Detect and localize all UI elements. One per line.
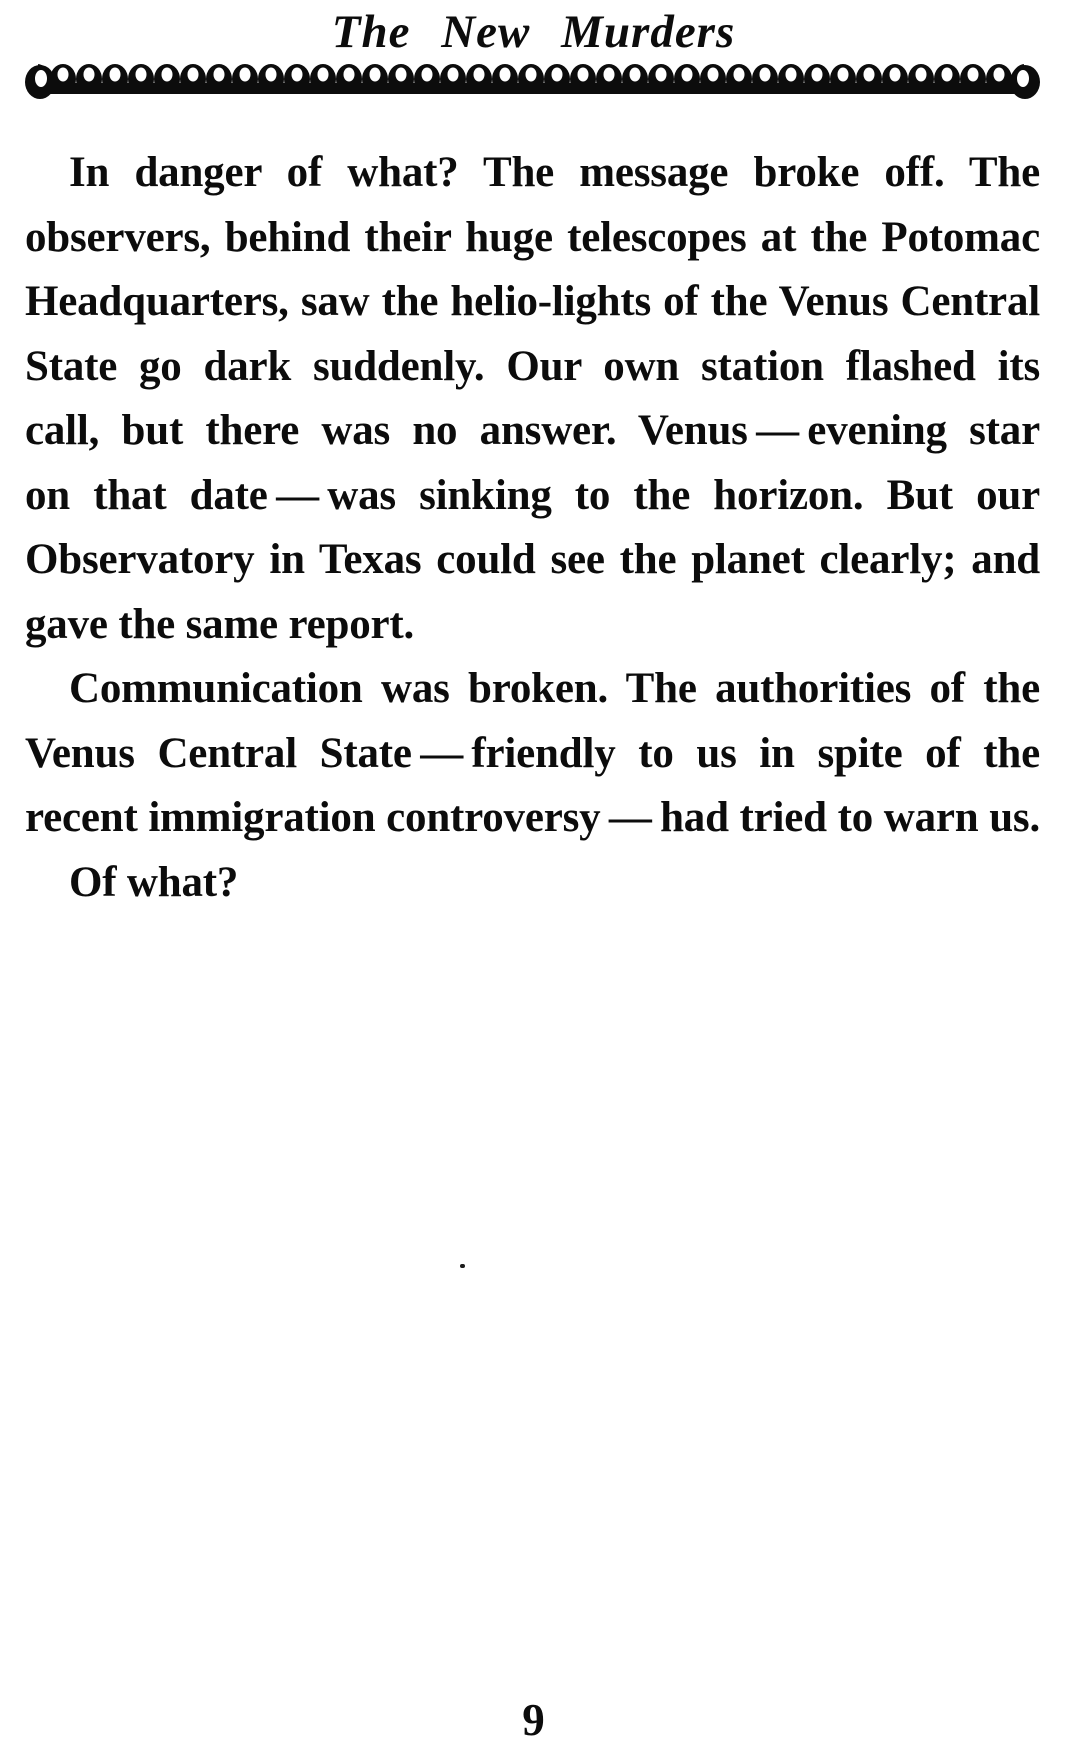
text-line: on that date — was sinking to the horizon. But our	[25, 471, 1040, 519]
text-line: In danger of what? The message broke off. The	[69, 149, 1040, 196]
text-line: observers, behind their huge telescopes at the Potomac	[25, 213, 1040, 261]
text-line: State go dark suddenly. Our own station flashed its	[25, 342, 1040, 390]
text-line: Communication was broken. The authorities of the	[69, 665, 1040, 712]
text-line: Headquarters, saw the helio-lights of the Venus Central	[25, 278, 1040, 325]
text-line: gave the same report.	[25, 600, 415, 648]
paragraph-3	[25, 851, 1040, 916]
page-number: 9	[522, 1695, 545, 1745]
paragraph-1	[25, 141, 1040, 657]
text-line: Venus Central State — friendly to us in spite of the	[25, 729, 1040, 777]
text-line: recent immigration controversy — had tried to warn us.	[25, 794, 1040, 841]
running-head-title: The New Murders	[331, 6, 736, 58]
scan-speck	[460, 1264, 465, 1268]
chain-border-ornament	[24, 61, 1042, 101]
text-line: Of what?	[69, 858, 239, 906]
paragraph-2	[25, 657, 1040, 851]
body-text	[25, 141, 1040, 915]
text-line: Observatory in Texas could see the planet clearly; and	[25, 536, 1040, 583]
text-line: call, but there was no answer. Venus — evening star	[25, 407, 1040, 454]
